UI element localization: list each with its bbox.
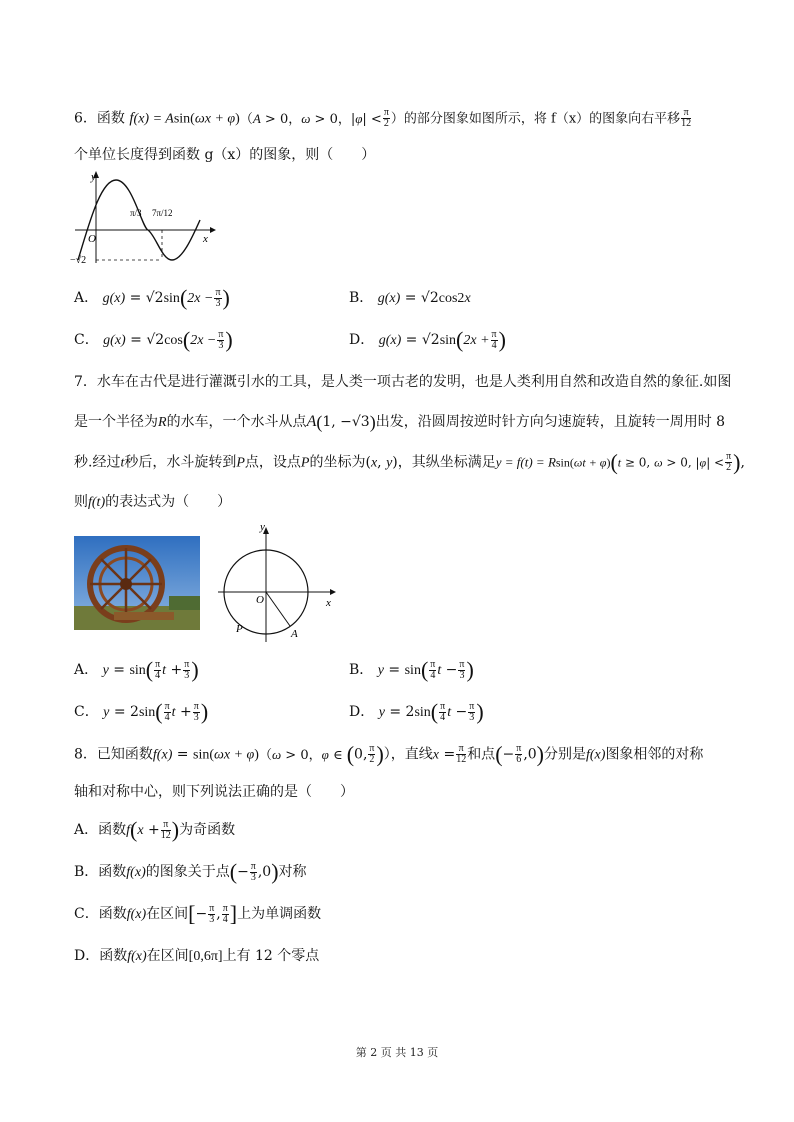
- q7-y-label: y: [260, 521, 265, 533]
- q8-option-a[interactable]: A．函数f(x + $\frac{\pi}{12}$ )为奇函数: [74, 817, 236, 842]
- q6-graph: [70, 168, 220, 268]
- q7-option-b[interactable]: B． y = sin( $\frac{\pi}{4}$ t − $\frac{\pi}{3}$ ): [349, 657, 474, 682]
- q7-line1: 7．水车在古代是进行灌溉引水的工具，是人类一项古老的发明，也是人类利用自然和改造自然的象征.如图: [74, 374, 732, 390]
- q7-point-a: A: [291, 628, 298, 640]
- q7-waterwheel-photo: [74, 536, 200, 630]
- q6-tick2-label: 7π/12: [152, 208, 173, 218]
- q7-line3: 秒.经过t秒后，水斗旋转到P点，设点P的坐标为(x, y)，其纵坐标满足y = f(t) = Rsin(ωt + φ)(t ≥ 0, ω > 0, |φ| < $\frac{\pi}{2}$ ),: [74, 449, 745, 475]
- q7-line4: 则f(t)的表达式为（ ）: [74, 494, 232, 510]
- q7-option-a[interactable]: A． y = sin( $\frac{\pi}{4}$ t + $\frac{\pi}{3}$ ): [74, 657, 199, 682]
- q6-option-c[interactable]: C． g(x) = √2cos(2x − $\frac{\pi}{3}$ ): [74, 327, 233, 352]
- q8-option-b[interactable]: B．函数f(x)的图象关于点(− $\frac{\pi}{3}$ ,0)对称: [74, 859, 307, 884]
- q6-origin-label: O: [88, 233, 96, 245]
- q6-x-label: x: [203, 233, 208, 245]
- q6-ymin-label: −√2: [70, 255, 87, 266]
- q7-origin-label: O: [256, 594, 264, 606]
- page-footer: 第 2 页 共 13 页: [355, 1046, 439, 1059]
- q7-option-c[interactable]: C． y = 2sin( $\frac{\pi}{4}$ t + $\frac{\pi}{3}$ ): [74, 699, 209, 724]
- q6-option-d[interactable]: D． g(x) = √2sin(2x + $\frac{\pi}{4}$ ): [349, 327, 506, 352]
- q6-y-label: y: [91, 171, 96, 183]
- q7-radius-oa: [266, 592, 290, 626]
- q8-option-d[interactable]: D．函数f(x)在区间[0,6π]上有 12 个零点: [74, 948, 320, 964]
- q6-option-a[interactable]: A． g(x) = √2sin(2x − $\frac{\pi}{3}$ ): [74, 285, 230, 310]
- q7-line2: 是一个半径为R的水车，一个水斗从点A(1, −√3)出发，沿圆周按逆时针方向匀速旋转，且旋转一周用时 8: [74, 412, 726, 432]
- q6-line2: 个单位长度得到函数 g（x）的图象，则（ ）: [74, 147, 376, 163]
- q7-point-p: P: [236, 623, 243, 635]
- q8-line1: 8．已知函数f(x) = sin(ωx + φ)（ω > 0，φ ∈ (0, $\frac{\pi}{2}$ )），直线x = $\frac{\pi}{12}$ 和点(− $\frac{\pi}{6}$ ,0)分别是f(x)图象相邻的对称: [74, 741, 704, 767]
- q7-x-arrow: [330, 589, 336, 595]
- q6-tick1-label: π/3: [130, 208, 142, 218]
- q6-line1: 6．函数 f(x) = Asin(ωx + φ)（A > 0，ω > 0，|φ| < $\frac{\pi}{2}$ ）的部分图象如图所示，将 f（x）的图象向右平移 $\frac{\pi}{12}$: [74, 107, 692, 129]
- q8-line2: 轴和对称中心，则下列说法正确的是（ ）: [74, 784, 354, 800]
- q7-option-d[interactable]: D． y = 2sin( $\frac{\pi}{4}$ t − $\frac{\pi}{3}$ ): [349, 699, 484, 724]
- q7-x-label: x: [326, 597, 331, 609]
- q6-x-arrow: [210, 227, 216, 233]
- q8-option-c[interactable]: C．函数f(x)在区间[− $\frac{\pi}{3}$ , $\frac{\pi}{4}$ ]上为单调函数: [74, 901, 322, 926]
- q7-circle-figure: [210, 520, 340, 645]
- q6-option-b[interactable]: B． g(x) = √2cos2x: [349, 290, 471, 306]
